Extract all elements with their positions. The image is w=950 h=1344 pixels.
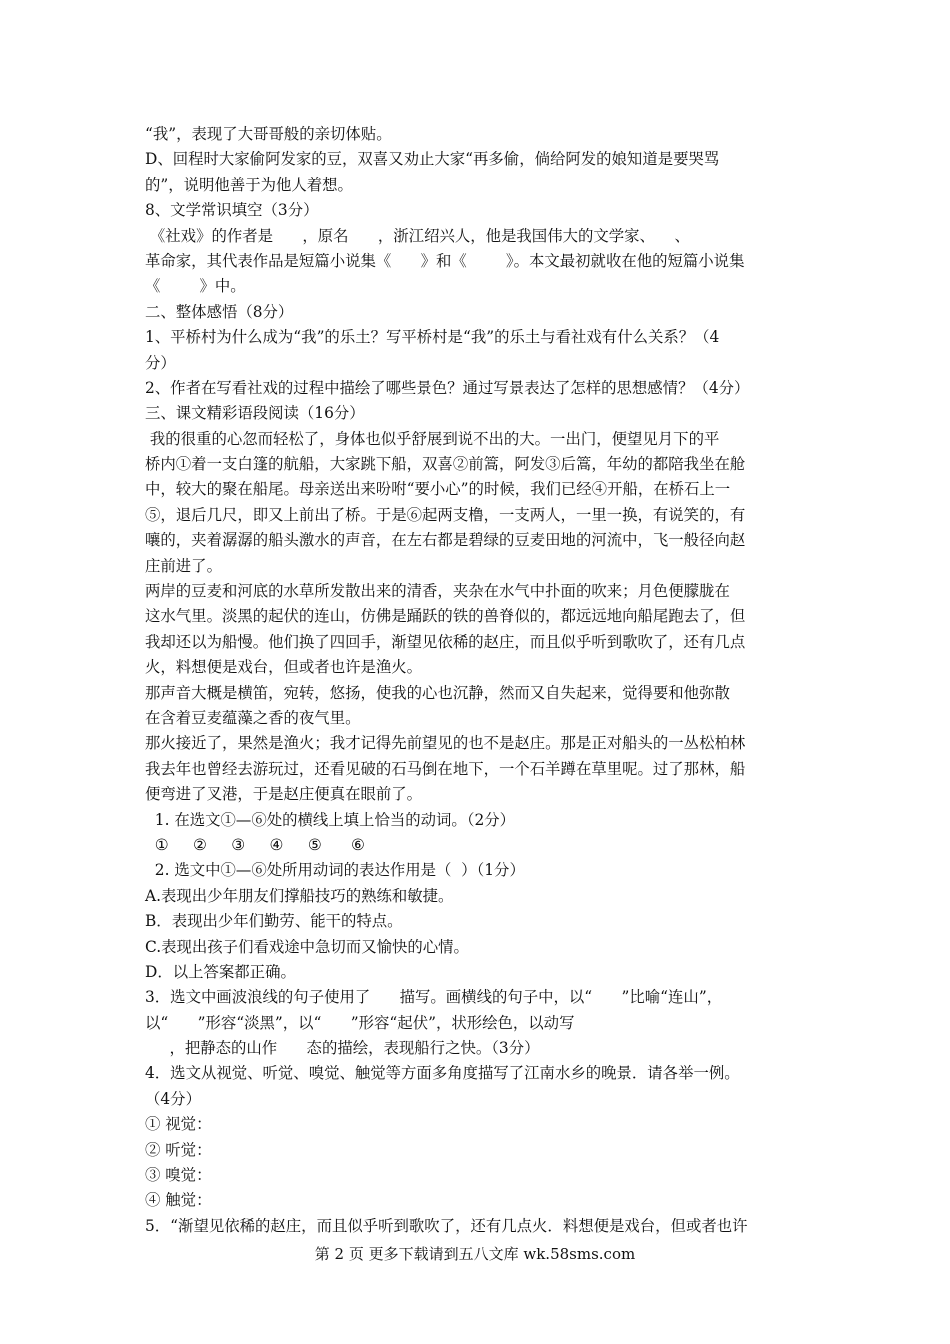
text-line: D、回程时大家偷阿发家的豆，双喜又劝止大家“再多偷，倘给阿发的娘知道是要哭骂	[145, 150, 720, 169]
text-line: D．以上答案都正确。	[145, 962, 296, 981]
text-line: C.表现出孩子们看戏途中急切而又愉快的心情。	[145, 937, 469, 956]
text-line: 《 》中。	[145, 277, 246, 296]
text-line: 4．选文从视觉、听觉、嗅觉、触觉等方面多角度描写了江南水乡的晚景．请各举一例。	[145, 1064, 740, 1083]
text-line: 以“ ”形容“淡黑”，以“ ”形容“起伏”，状形绘色，以动写	[145, 1013, 575, 1032]
text-line: 便弯进了叉港，于是赵庄便真在眼前了。	[145, 785, 423, 804]
text-line: 3．选文中画波浪线的句子使用了 描写。画横线的句子中，以“ ”比喻“连山”，	[145, 988, 723, 1007]
text-line: ② 听觉：	[145, 1140, 212, 1159]
text-line: 分）	[145, 353, 176, 372]
text-line: ④ 触觉：	[145, 1191, 212, 1210]
text-line: 8、文学常识填空（3分）	[145, 201, 319, 220]
text-line: 三、课文精彩语段阅读（16分）	[145, 404, 365, 423]
text-line: 这水气里。淡黑的起伏的连山，仿佛是踊跃的铁的兽脊似的，都远远地向船尾跑去了，但	[145, 607, 746, 626]
text-line: ，把静态的山作 态的描绘，表现船行之快。（3分）	[145, 1039, 540, 1058]
text-line: 1、平桥村为什么成为“我”的乐土？写平桥村是“我”的乐土与看社戏有什么关系？（4	[145, 328, 720, 347]
document-body	[145, 122, 810, 1239]
text-line: （4分）	[145, 1089, 201, 1108]
text-line: 那声音大概是横笛，宛转，悠扬，使我的心也沉静，然而又自失起来，觉得要和他弥散	[145, 683, 730, 702]
text-line: “我”，表现了大哥哥般的亲切体贴。	[145, 125, 392, 143]
text-line: B．表现出少年们勤劳、能干的特点。	[145, 912, 403, 931]
text-line: ① 视觉：	[145, 1115, 212, 1134]
text-line: 1. 在选文①—⑥处的横线上填上恰当的动词。（2分）	[145, 810, 516, 829]
text-line: 两岸的豆麦和河底的水草所发散出来的清香，夹杂在水气中扑面的吹来；月色便朦胧在	[145, 582, 730, 601]
text-line: 2. 选文中①—⑥处所用动词的表达作用是（ ）（1分）	[145, 861, 525, 880]
text-line: 5．“渐望见依稀的赵庄，而且似乎听到歌吹了，还有几点火．料想便是戏台，但或者也许	[145, 1216, 748, 1235]
text-line: 我去年也曾经去游玩过，还看见破的石马倒在地下，一个石羊蹲在草里呢。过了那林，船	[145, 759, 746, 778]
text-line: 我的很重的心忽而轻松了，身体也似乎舒展到说不出的大。一出门，便望见月下的平	[145, 429, 720, 448]
text-line: 火，料想便是戏台，但或者也许是渔火。	[145, 658, 423, 677]
text-line: ① ② ③ ④ ⑤ ⑥	[145, 835, 365, 854]
text-line: 《社戏》的作者是 ，原名 ，浙江绍兴人，他是我国伟大的文学家、 、	[145, 226, 690, 245]
text-line: ⑤，退后几尺，即又上前出了桥。于是⑥起两支橹，一支两人，一里一换，有说笑的，有	[145, 505, 746, 524]
text-line: 嚷的，夹着潺潺的船头激水的声音，在左右都是碧绿的豆麦田地的河流中，飞一般径向赵	[145, 531, 746, 550]
text-line: 我却还以为船慢。他们换了四回手，渐望见依稀的赵庄，而且似乎听到歌吹了，还有几点	[145, 632, 746, 651]
text-line: 的”，说明他善于为他人着想。	[145, 175, 353, 194]
text-line: 在含着豆麦蕴藻之香的夜气里。	[145, 708, 361, 727]
text-line: 那火接近了，果然是渔火；我才记得先前望见的也不是赵庄。那是正对船头的一丛松柏林	[145, 734, 746, 753]
text-line: A.表现出少年朋友们撑船技巧的熟练和敏捷。	[145, 886, 454, 905]
text-line: 二、整体感悟（8分）	[145, 302, 294, 321]
text-line: 庄前进了。	[145, 556, 222, 575]
page-footer: 第 2 页 更多下载请到五八文库 wk.58sms.com	[314, 1245, 636, 1263]
text-line: 中，较大的聚在船尾。母亲送出来吩咐“要小心”的时候，我们已经④开船，在桥石上一	[145, 480, 731, 499]
text-line: 2、作者在写看社戏的过程中描绘了哪些景色？通过写景表达了怎样的思想感情？（4分）	[145, 378, 750, 397]
text-line: 桥内①着一支白篷的航船，大家跳下船，双喜②前篙，阿发③后篙，年幼的都陪我坐在舱	[145, 455, 746, 474]
text-line: ③ 嗅觉：	[145, 1166, 212, 1185]
text-line: 革命家，其代表作品是短篇小说集《 》和《 》。本文最初就收在他的短篇小说集	[145, 251, 745, 270]
